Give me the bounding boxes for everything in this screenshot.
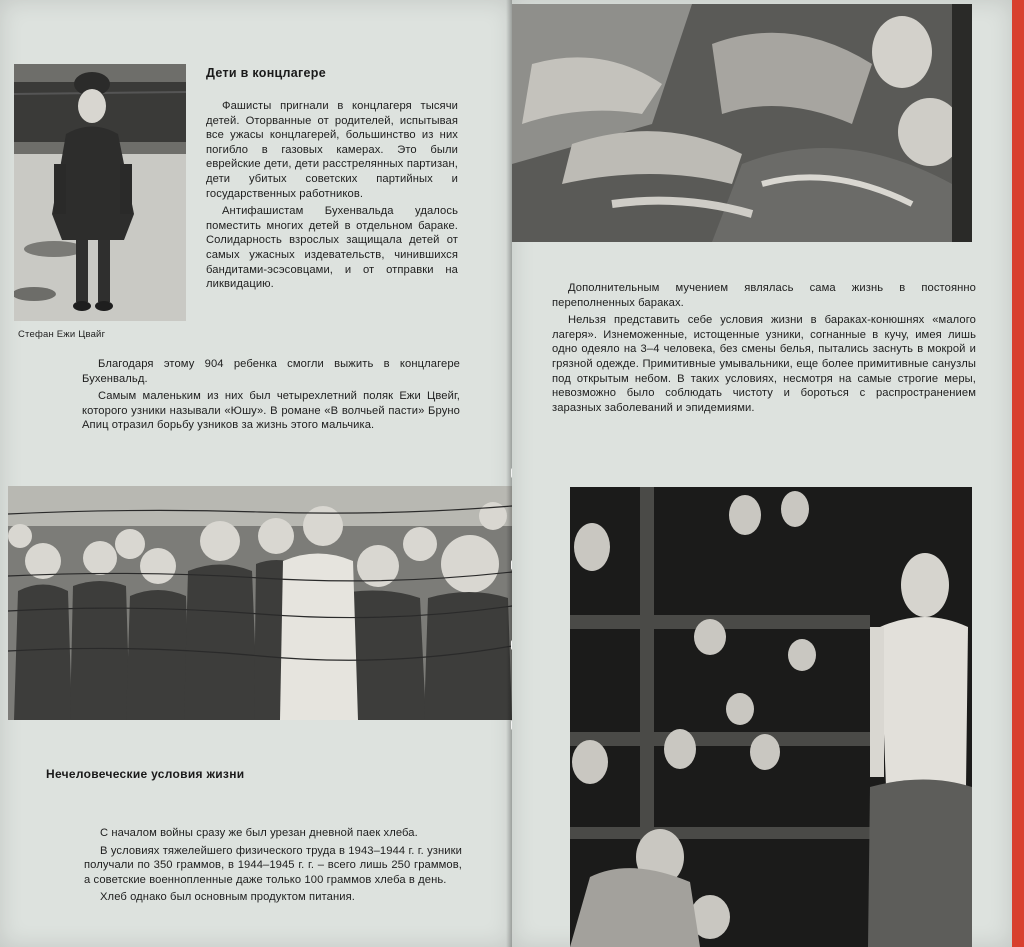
para-barracks-1: Дополнительным мучением являлась сама жизнь в постоянно переполненных бараках. xyxy=(552,282,976,309)
cover-edge xyxy=(1012,0,1024,947)
text-block-survivors xyxy=(82,357,460,436)
right-page xyxy=(512,0,1012,947)
text-block-children xyxy=(206,99,458,295)
heading-children: Дети в концлагере xyxy=(206,66,326,80)
para-children-2: Антифашистам Бухенвальда удалось поместить многих детей в отдельном бараке. Солидарность взрослых защищала детей от самых ужасных издевательств, чинившихся бандитами-эсэсовцами, и от отправки на ликвидацию. xyxy=(206,205,458,291)
para-food-2: В условиях тяжелейшего физического труда в 1943–1944 г. г. узники получали по 350 граммов, в 1944–1945 г. г. – всего лишь 250 граммов, а советские военнопленные даже только 100 граммов хлеба в день. xyxy=(84,844,462,886)
heading-conditions: Нечеловеческие условия жизни xyxy=(46,767,245,781)
prisoners-in-bunks-photo xyxy=(570,487,972,947)
emaciated-prisoners-photo xyxy=(512,4,972,242)
boy-in-camp-photo xyxy=(14,64,186,321)
para-barracks-2: Нельзя представить себе условия жизни в бараках-конюшнях «малого лагеря». Изнеможенные, истощенные узники, согнанные в кучу, имея лишь одно одеяло на 3–4 человека, без смены белья, пытались заснуть в мокрой и грязной одежде. Примитивные умывальники, еще более примитивные санузлы под открытым небом. В таких условиях, несмотря на самые строгие меры, невозможно было соблюдать чистоту и бороться с распространением заразных заболеваний и эпидемиями. xyxy=(552,314,976,414)
text-block-barracks xyxy=(552,281,976,418)
para-food-1: С началом войны сразу же был урезан дневной паек хлеба. xyxy=(100,827,418,839)
para-children-1: Фашисты пригнали в концлагеря тысячи детей. Оторванные от родителей, испытывая все ужасы концлагерей, большинство из них погибло в газовых камерах. Это были еврейские дети, дети расстрелянных партизан, дети убитых советских партийных и государственных работников. xyxy=(206,100,458,200)
children-behind-barbed-wire-photo xyxy=(8,486,512,720)
para-children-4: Самым маленьким из них был четырехлетний поляк Ежи Цвейг, которого узники называли «Юшу». В романе «В волчьей пасти» Бруно Апиц отразил борьбу узников за жизнь этого мальчика. xyxy=(82,390,460,432)
para-food-3: Хлеб однако был основным продуктом питания. xyxy=(100,891,355,904)
caption-child: Стефан Ежи Цвайг xyxy=(18,329,106,340)
text-block-food xyxy=(84,826,462,908)
para-children-3: Благодаря этому 904 ребенка смогли выжить в концлагере Бухенвальд. xyxy=(82,358,460,385)
